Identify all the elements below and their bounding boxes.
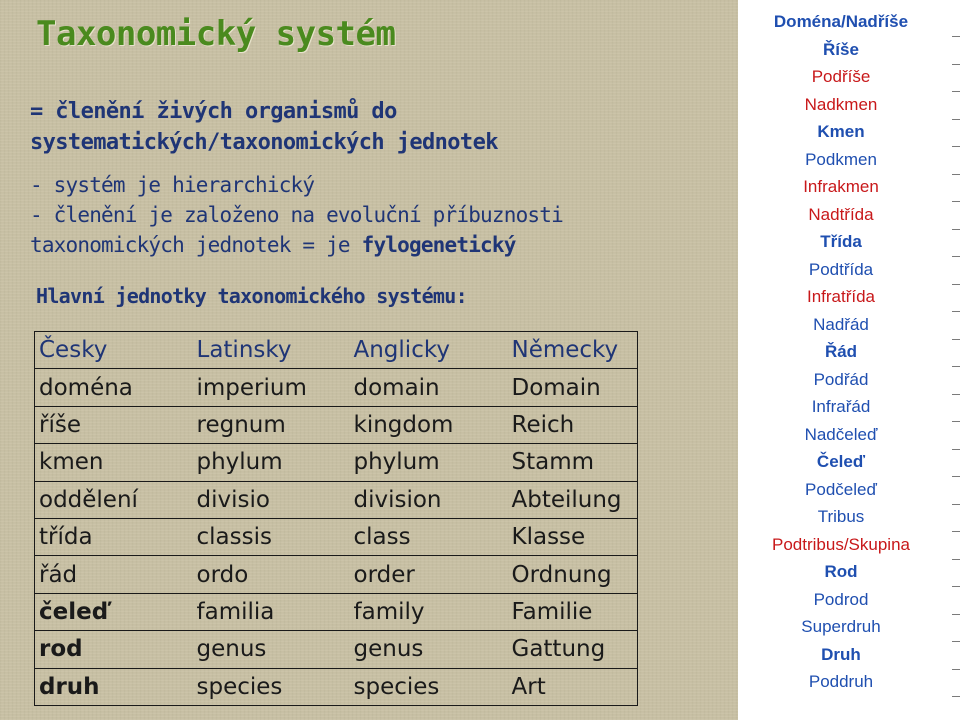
table-cell: regnum bbox=[193, 406, 350, 443]
definition-line: systematických/taxonomických jednotek bbox=[30, 130, 498, 155]
table-row bbox=[35, 593, 638, 630]
table-row bbox=[35, 369, 638, 406]
rank-item: Podtribus/Skupina bbox=[772, 534, 910, 554]
rank-divider bbox=[952, 284, 960, 285]
rank-divider bbox=[952, 311, 960, 312]
table-row bbox=[35, 406, 638, 443]
table-cell: order bbox=[350, 556, 508, 593]
table-row bbox=[35, 668, 638, 705]
rank-item: Řád bbox=[824, 342, 858, 361]
rank-divider bbox=[952, 586, 960, 587]
table-cell: Klasse bbox=[508, 518, 638, 555]
table-cell: phylum bbox=[193, 444, 350, 481]
table-cell: kingdom bbox=[350, 406, 508, 443]
rank-item: Nadřád bbox=[813, 314, 869, 334]
table-cell: species bbox=[350, 668, 508, 705]
rank-item: Čeleď bbox=[816, 452, 866, 471]
rank-divider bbox=[952, 174, 960, 175]
table-cell: třída bbox=[35, 518, 193, 555]
rank-divider bbox=[952, 696, 960, 697]
rank-divider bbox=[952, 146, 960, 147]
rank-divider bbox=[952, 366, 960, 367]
bullet-item: - systém je hierarchický bbox=[30, 173, 315, 197]
table-cell: classis bbox=[193, 518, 350, 555]
rank-item: Podříše bbox=[811, 67, 871, 86]
table-cell: rod bbox=[35, 631, 193, 668]
rank-item: Třída bbox=[820, 232, 862, 251]
main-units-heading: Hlavní jednotky taxonomického systému: bbox=[36, 284, 467, 308]
column-header: Anglicky bbox=[350, 332, 508, 369]
bullet-text: taxonomických jednotek = je bbox=[30, 233, 362, 257]
table-cell: familia bbox=[193, 593, 350, 630]
rank-item: Podčeleď bbox=[805, 479, 877, 499]
definition-line: = členění živých organismů do bbox=[30, 99, 397, 124]
rank-item: Podtřída bbox=[808, 259, 874, 279]
rank-divider bbox=[952, 504, 960, 505]
rank-item: Poddruh bbox=[808, 672, 874, 691]
rank-divider bbox=[952, 229, 960, 230]
rank-item: Podrod bbox=[813, 589, 869, 609]
table-row bbox=[35, 444, 638, 481]
rank-item: Superdruh bbox=[801, 617, 881, 636]
rank-item: Říše bbox=[823, 39, 859, 59]
column-header: Latinsky bbox=[193, 332, 350, 369]
table-cell: doména bbox=[35, 369, 193, 406]
rank-divider bbox=[952, 641, 960, 642]
rank-item: Rod bbox=[824, 562, 858, 581]
table-cell: čeleď bbox=[35, 593, 193, 630]
bullet-highlight: fylogenetický bbox=[361, 233, 516, 257]
slide-title: Taxonomický systém bbox=[36, 14, 396, 54]
table-cell: domain bbox=[350, 369, 508, 406]
rank-item: Infrakmen bbox=[803, 177, 879, 196]
table-cell: family bbox=[350, 593, 508, 630]
definition bbox=[30, 96, 710, 158]
table-cell: divisio bbox=[193, 481, 350, 518]
rank-item: Druh bbox=[821, 644, 861, 664]
table-cell: Reich bbox=[508, 406, 638, 443]
table-row bbox=[35, 631, 638, 668]
rank-divider bbox=[952, 421, 960, 422]
rank-item: Tribus bbox=[817, 507, 865, 526]
table-cell: řád bbox=[35, 556, 193, 593]
taxonomy-table bbox=[34, 331, 638, 706]
table-cell: Art bbox=[508, 668, 638, 705]
rank-item: Infrařád bbox=[811, 397, 871, 416]
table-row bbox=[35, 556, 638, 593]
table-cell: imperium bbox=[193, 369, 350, 406]
rank-divider bbox=[952, 256, 960, 257]
table-row bbox=[35, 481, 638, 518]
table-cell: ordo bbox=[193, 556, 350, 593]
rank-divider bbox=[952, 339, 960, 340]
rank-divider bbox=[952, 614, 960, 615]
table-cell: oddělení bbox=[35, 481, 193, 518]
rank-divider bbox=[952, 669, 960, 670]
table-cell: kmen bbox=[35, 444, 193, 481]
bullet-item bbox=[30, 230, 720, 260]
table-cell: Stamm bbox=[508, 444, 638, 481]
rank-divider bbox=[952, 476, 960, 477]
table-cell: druh bbox=[35, 668, 193, 705]
rank-divider bbox=[952, 559, 960, 560]
table-cell: Ordnung bbox=[508, 556, 638, 593]
table-cell: Domain bbox=[508, 369, 638, 406]
rank-item: Nadtřída bbox=[808, 204, 874, 224]
table-cell: Familie bbox=[508, 593, 638, 630]
rank-divider bbox=[952, 91, 960, 92]
rank-divider bbox=[952, 64, 960, 65]
table-cell: phylum bbox=[350, 444, 508, 481]
column-header: Německy bbox=[508, 332, 638, 369]
rank-item: Podřád bbox=[813, 369, 869, 389]
rank-divider bbox=[952, 394, 960, 395]
rank-item: Kmen bbox=[817, 122, 865, 141]
table-cell: genus bbox=[193, 631, 350, 668]
table-header-row bbox=[35, 332, 638, 369]
table-cell: genus bbox=[350, 631, 508, 668]
table-cell: Abteilung bbox=[508, 481, 638, 518]
rank-divider bbox=[952, 449, 960, 450]
taxonomic-rank-list bbox=[738, 0, 960, 720]
rank-divider bbox=[952, 201, 960, 202]
bullet-item: - členění je založeno na evoluční příbuznosti bbox=[30, 203, 563, 227]
rank-divider bbox=[952, 531, 960, 532]
table-cell: division bbox=[350, 481, 508, 518]
rank-item: Nadkmen bbox=[804, 94, 878, 114]
rank-item: Nadčeleď bbox=[804, 424, 878, 444]
table-cell: říše bbox=[35, 406, 193, 443]
rank-item: Infratřída bbox=[806, 287, 876, 306]
rank-item: Podkmen bbox=[805, 149, 877, 169]
table-cell: species bbox=[193, 668, 350, 705]
rank-divider bbox=[952, 119, 960, 120]
table-cell: Gattung bbox=[508, 631, 638, 668]
table-cell: class bbox=[350, 518, 508, 555]
table-row bbox=[35, 518, 638, 555]
column-header: Česky bbox=[35, 332, 193, 369]
rank-item: Doména/Nadříše bbox=[773, 12, 909, 31]
bullet-list bbox=[30, 170, 720, 260]
rank-divider bbox=[952, 36, 960, 37]
